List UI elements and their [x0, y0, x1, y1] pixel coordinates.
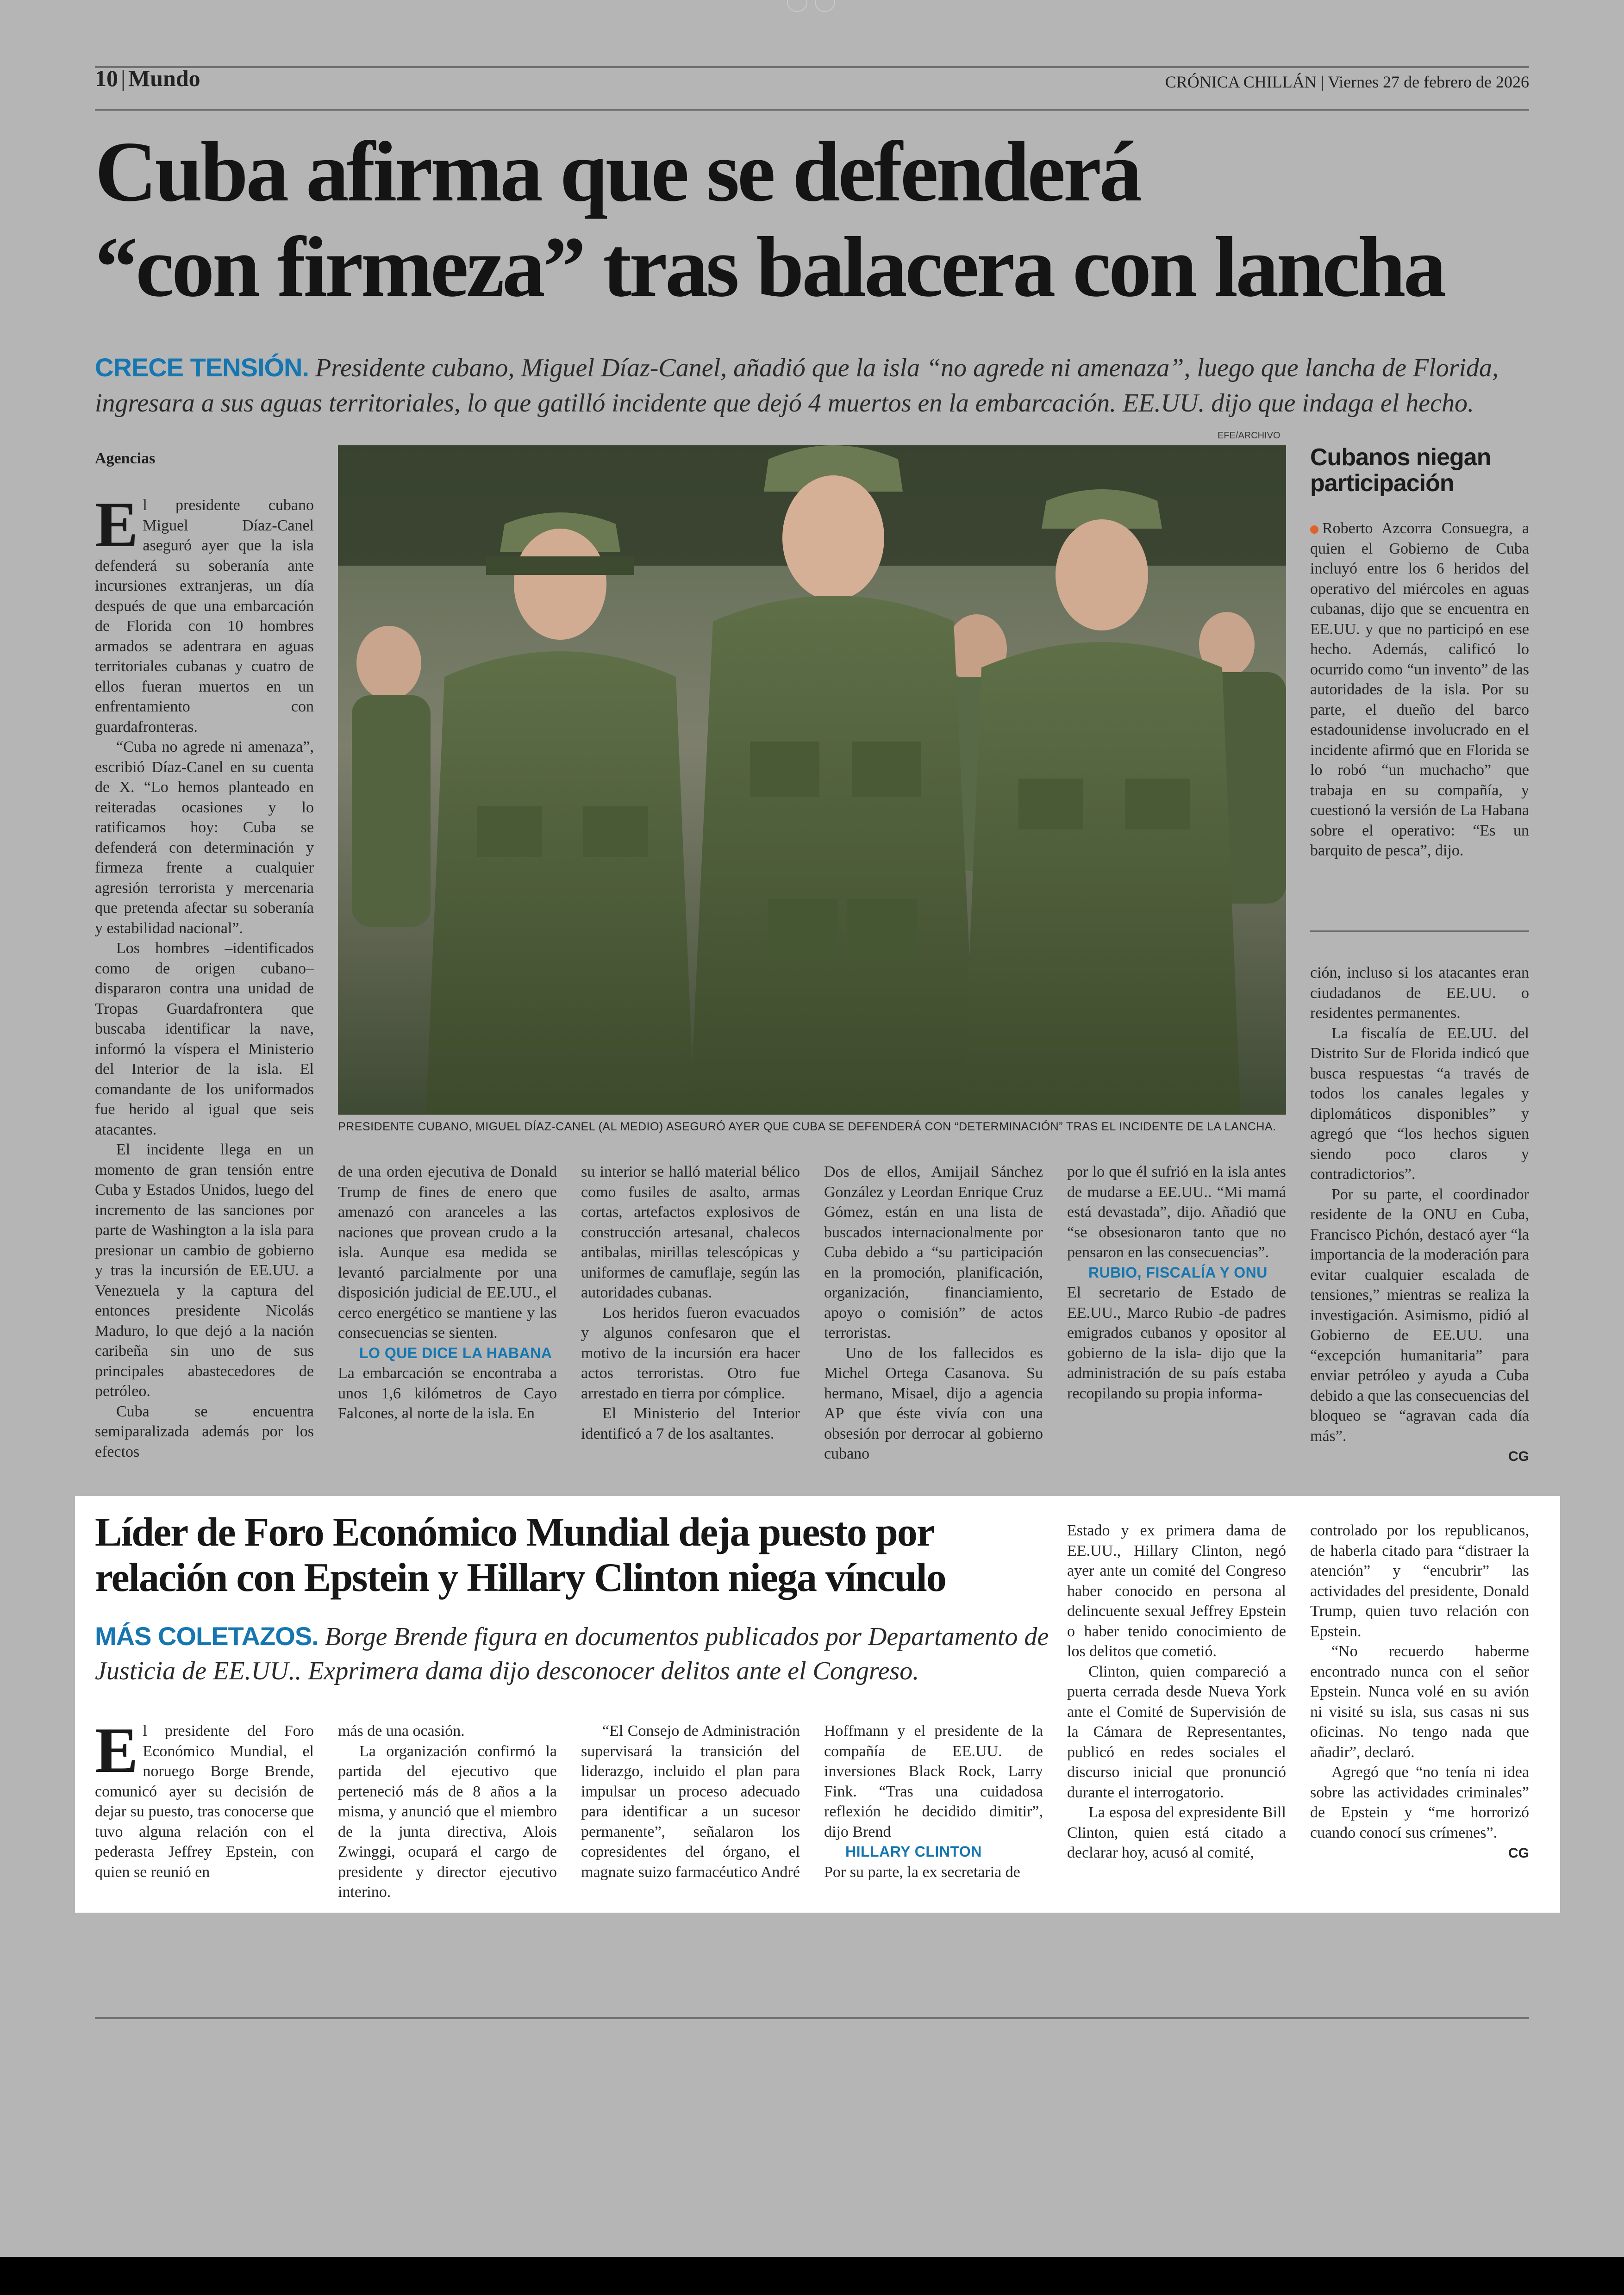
paragraph: Agregó que “no tenía ni idea sobre las actividades criminales” de Epstein y “me horrorizó cuando conocí sus crímenes”. [1310, 1764, 1529, 1841]
paragraph: Uno de los fallecidos es Michel Ortega Casanova. Su hermano, Misael, dijo a agencia AP que éste vivía con una obsesión por derrocar al gobierno cubano [824, 1344, 1043, 1462]
paragraph: La esposa del expresidente Bill Clinton, quien está citado a declarar hoy, acusó al comité, [1067, 1804, 1286, 1861]
photo-credit: EFE/ARCHIVO [1218, 430, 1280, 441]
second-column-4 [824, 1721, 1043, 1882]
subheading: HILLARY CLINTON [845, 1843, 982, 1860]
page-indicator [782, 0, 843, 12]
issue-date: Viernes 27 de febrero de 2026 [1328, 73, 1529, 91]
footer-rule [95, 2017, 1529, 2019]
news-photo [338, 445, 1286, 1115]
paragraph: más de una ocasión. [338, 1722, 465, 1740]
publication-name: CRÓNICA CHILLÁN [1165, 73, 1317, 91]
dateline: CRÓNICA CHILLÁN | Viernes 27 de febrero de 2026 [1165, 73, 1529, 91]
paragraph: Los heridos fueron evacuados y algunos confesaron que el motivo de la incursión era hacer actos terroristas. Otro fue arrestado en tierra por cómplice. [581, 1304, 800, 1402]
subheading: LO QUE DICE LA HABANA [359, 1344, 552, 1361]
paragraph: El incidente llega en un momento de gran tensión entre Cuba y Estados Unidos, luego del incremento de las sanciones por parte de Washington a la isla para presionar un cambio de gobierno y tras la incursión de EE.UU. a Venezuela y la captura del entonces presidente Nicolás Maduro, lo que dejó a la nación caribeña sin uno de sus principales abastecedores de petróleo. [95, 1141, 314, 1400]
main-headline [95, 124, 1535, 315]
paragraph: l presidente del Foro Económico Mundial, el noruego Borge Brende, comunicó ayer su decisión de dejar su puesto, tras conocerse que tuvo alguna relación con el pederasta Jeffrey Epstein, con quien se reunió en [95, 1722, 314, 1881]
page-number: 10 [95, 65, 118, 91]
paragraph: Por su parte, la ex secretaria de [824, 1863, 1020, 1881]
page-dot [815, 0, 835, 12]
end-mark: CG [1508, 1449, 1529, 1464]
paragraph: por lo que él sufrió en la isla antes de mudarse a EE.UU.. “Mi mamá está devastada”, dijo. Añadió que “se obsesionaron tanto que no pensaron en las consecuencias”. [1067, 1163, 1286, 1261]
paragraph: ción, incluso si los atacantes eran ciudadanos de EE.UU. o residentes permanentes. [1310, 964, 1529, 1022]
deck-kicker: MÁS COLETAZOS. [95, 1621, 319, 1651]
paragraph: l presidente cubano Miguel Díaz-Canel aseguró ayer que la isla defenderá su soberanía ante incursiones extranjeras, un día después de que una embarcación de Florida con 10 hombres armados se adentrara en aguas territoriales cubanas y cuatro de ellos fueran muertos en un enfrentamiento con guardafronteras. [95, 497, 314, 736]
byline: Agencias [95, 450, 156, 467]
paragraph: Los hombres –identificados como de origen cubano– dispararon contra una unidad de Tropas Guardafrontera que buscaba identificar la nave, informó la víspera el Ministerio del Interior de la isla. El comandante de los uniformados fue herido al igual que seis atacantes. [95, 940, 314, 1138]
sidebar-title: Cubanos niegan participación [1310, 444, 1491, 497]
second-column-1 [95, 1715, 314, 1882]
main-column-1 [95, 489, 314, 1462]
headline-line: relación con Epstein y Hillary Clinton niega vínculo [95, 1555, 946, 1600]
paragraph: su interior se halló material bélico como fusiles de asalto, armas cortas, artefactos explosivos de construcción artesanal, chalecos antibalas, mirillas telescópicas y uniformes de camuflaje, según las autoridades cubanas. [581, 1163, 800, 1301]
sidebar-body [1310, 518, 1529, 861]
paragraph: controlado por los republicanos, de haberla citado para “distraer la atención” y “encubrir” las actividades del presidente, Donald Trump, quien tuvo relación con Epstein. [1310, 1522, 1529, 1640]
main-column-3 [581, 1162, 800, 1444]
paragraph: Cuba se encuentra semiparalizada además por los efectos [95, 1403, 314, 1460]
second-column-5 [1067, 1521, 1286, 1863]
headline-line: “con firmeza” tras balacera con lancha [95, 219, 1444, 315]
second-deck [95, 1619, 1058, 1688]
header-bottom-rule [95, 109, 1529, 111]
paragraph: “Cuba no agrede ni amenaza”, escribió Díaz-Canel en su cuenta de X. “Lo hemos planteado en reiteradas ocasiones y lo ratificamos hoy: Cuba se defenderá con determinación y firmeza frente a cualquier agresión terrorista y mercenaria que pretenda afectar su soberanía y estabilidad nacional”. [95, 738, 314, 937]
paragraph: Clinton, quien compareció a puerta cerrada desde Nueva York ante el Comité de Supervisión de la Cámara de Representantes, publicó en redes sociales el discurso inicial que pronunció durante el interrogatorio. [1067, 1663, 1286, 1801]
paragraph: Por su parte, el coordinador residente de la ONU en Cuba, Francisco Pichón, destacó ayer “la importancia de la moderación para evitar cualquier escalada de tensiones,” mientras se realiza la investigación. Asimismo, pidió al Gobierno de EE.UU. una “excepción humanitaria” para enviar petróleo y ayuda a Cuba debido a que las consecuencias del bloqueo se “agravan cada día más”. [1310, 1185, 1529, 1445]
second-column-3 [581, 1721, 800, 1882]
sidebar-rule [1310, 930, 1529, 932]
deck-text: Borge Brende figura en documentos publicados por Departamento de Justicia de EE.UU.. Exprimera dama dijo desconocer delitos ante el Congreso. [95, 1622, 1049, 1685]
deck-kicker: CRECE TENSIÓN. [95, 353, 309, 382]
page-folio: 10 | Mundo [95, 65, 200, 91]
main-column-6 [1310, 963, 1529, 1467]
paragraph: La organización confirmó la partida del ejecutivo que perteneció más de 8 años a la misma, y anunció que el miembro de la junta directiva, Alois Zwinggi, ocupará el cargo de presidente y director ejecutivo interino. [338, 1742, 557, 1901]
bullet-icon [1310, 525, 1318, 534]
header-top-rule [95, 66, 1529, 68]
paragraph: La fiscalía de EE.UU. del Distrito Sur de Florida indicó que busca respuestas “a través de todos los canales legales y diplomáticos disponibles” y agregó que “los hechos siguen siendo poco claros y contradictorios”. [1310, 1024, 1529, 1183]
page-dot [787, 0, 807, 12]
paragraph: “No recuerdo haberme encontrado nunca con el señor Epstein. Nunca volé en su avión ni visité su isla, sus casas ni sus oficinas. No tengo nada que añadir”, declaró. [1310, 1643, 1529, 1761]
paragraph: El Ministerio del Interior identificó a 7 de los asaltantes. [581, 1405, 800, 1442]
paragraph: Hoffmann y el presidente de la compañía de EE.UU. de inversiones Black Rock, Larry Fink. “Tras una cuidadosa reflexión he decidido dimitir”, dijo Brend [824, 1722, 1043, 1840]
headline-line: Líder de Foro Económico Mundial deja puesto por [95, 1510, 934, 1555]
drop-cap: E [95, 489, 138, 561]
paragraph: “El Consejo de Administración supervisará la transición del liderazgo, incluido el plan para impulsar un proceso adecuado para identificar a un sucesor permanente”, señalaron los copresidentes del órgano, el magnate suizo farmacéutico André [581, 1722, 800, 1881]
headline-line: Cuba afirma que se defenderá [95, 124, 1140, 219]
subheading: RUBIO, FISCALÍA Y ONU [1088, 1264, 1268, 1281]
drop-cap: E [95, 1715, 138, 1786]
main-column-5 [1067, 1162, 1286, 1403]
main-column-4 [824, 1162, 1043, 1464]
officials-in-uniform-image [338, 445, 1286, 1115]
deck-text: Presidente cubano, Miguel Díaz-Canel, añadió que la isla “no agrede ni amenaza”, luego que lancha de Florida, ingresara a sus aguas territoriales, lo que gatilló incidente que dejó 4 muertos en la embarcación. EE.UU. dijo que indaga el hecho. [95, 354, 1499, 418]
paragraph: La embarcación se encontraba a unos 1,6 kilómetros de Cayo Falcones, al norte de la isla. En [338, 1365, 557, 1422]
section-name: Mundo [128, 65, 200, 91]
paragraph: Dos de ellos, Amijail Sánchez González y Leordan Enrique Cruz Gómez, están en una lista de buscados internacionalmente por Cuba debido a “su participación en la promoción, planificación, organización, financiamiento, apoyo o comisión” de actos terroristas. [824, 1163, 1043, 1341]
paragraph: El secretario de Estado de EE.UU., Marco Rubio -de padres emigrados cubanos y opositor al gobierno de la isla- dijo que la administración de su país estaba recopilando su propia informa- [1067, 1284, 1286, 1402]
paragraph: de una orden ejecutiva de Donald Trump de fines de enero que amenazó con aranceles a las naciones que provean crudo a la isla. Aunque esa medida se levantó parcialmente por una disposición judicial de EE.UU., el cerco energético se mantiene y las consecuencias se sienten. [338, 1163, 557, 1341]
main-column-2 [338, 1162, 557, 1424]
photo-caption: PRESIDENTE CUBANO, MIGUEL DÍAZ-CANEL (AL MEDIO) ASEGURÓ AYER QUE CUBA SE DEFENDERÁ CON “DETERMINACIÓN” TRAS EL INCIDENTE DE LA LANCHA. [338, 1120, 1276, 1133]
sidebar-text: Roberto Azcorra Consuegra, a quien el Gobierno de Cuba incluyó entre los 6 heridos del operativo del miércoles en aguas cubanas, dijo que se encuentra en EE.UU. y que no participó en ese hecho. Además, calificó lo ocurrido como “un invento” de las autoridades de la isla. Por su parte, el dueño del barco estadounidense involucrado en el incidente afirmó que en Florida se lo robó “un muchacho” que trabaja en su compañía, y cuestionó la versión de La Habana sobre el operativo: “Es un barquito de pesca”, dijo. [1310, 520, 1529, 859]
main-deck [95, 350, 1535, 421]
second-column-6 [1310, 1521, 1529, 1864]
viewer-bottom-bar [0, 2257, 1624, 2295]
end-mark: CG [1508, 1846, 1529, 1861]
second-headline [95, 1510, 1058, 1601]
paragraph: Estado y ex primera dama de EE.UU., Hillary Clinton, negó ayer ante un comité del Congreso haber conocido en persona al delincuente sexual Jeffrey Epstein o haber tenido conocimiento de los delitos que cometió. [1067, 1522, 1286, 1660]
second-column-2 [338, 1721, 557, 1902]
